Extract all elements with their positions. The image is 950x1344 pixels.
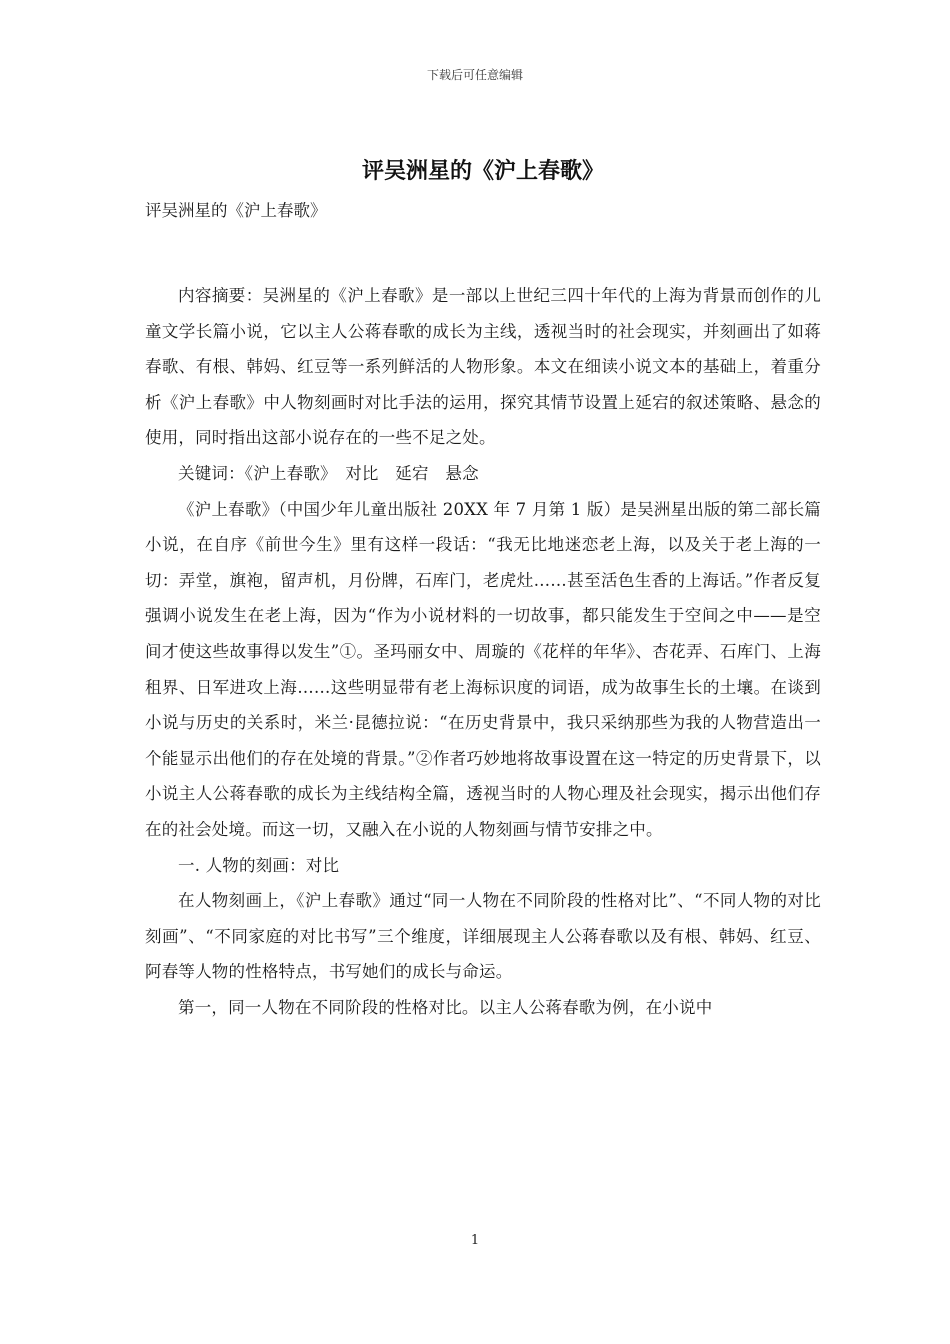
abstract-paragraph: 内容摘要：吴洲星的《沪上春歌》是一部以上世纪三四十年代的上海为背景而创作的儿童文学长篇小说，它以主人公蒋春歌的成长为主线，透视当时的社会现实，并刻画出了如蒋春歌、有根、韩妈、红豆等一系列鲜活的人物形象。本文在细读小说文本的基础上，着重分析《沪上春歌》中人物刻画时对比手法的运用，探究其情节设置上延宕的叙述策略、悬念的使用，同时指出这部小说存在的一些不足之处。 bbox=[145, 286, 821, 448]
document-title: 评吴洲星的《沪上春歌》 bbox=[361, 159, 604, 184]
section-heading: 一. 人物的刻画：对比 bbox=[178, 855, 340, 875]
document-subtitle: 评吴洲星的《沪上春歌》 bbox=[145, 201, 327, 220]
keywords-paragraph: 关键词：《沪上春歌》 对比 延宕 悬念 bbox=[178, 463, 479, 483]
body-paragraph: 在人物刻画上，《沪上春歌》通过“同一人物在不同阶段的性格对比”、“不同人物的对比刻画”、“不同家庭的对比书写”三个维度，详细展现主人公蒋春歌以及有根、韩妈、红豆、阿春等人物的性格特点，书写她们的成长与命运。 bbox=[145, 891, 821, 982]
page-header: 下载后可任意编辑 bbox=[426, 68, 523, 82]
intro-paragraph: 《沪上春歌》（中国少年儿童出版社 20XX 年 7 月第 1 版）是吴洲星出版的第二部长篇小说，在自序《前世今生》里有这样一段话：“我无比地迷恋老上海，以及关于老上海的一切：弄堂，旗袍，留声机，月份牌，石库门，老虎灶……甚至活色生香的上海话。”作者反复强调小说发生在老上海，因为“作为小说材料的一切故事，都只能发生于空间之中——是空间才使这些故事得以发生”①。圣玛丽女中、周璇的《花样的年华》、杏花弄、石库门、上海租界、日军进攻上海……这些明显带有老上海标识度的词语，成为故事生长的土壤。在谈到小说与历史的关系时，米兰·昆德拉说：“在历史背景中，我只采纳那些为我的人物营造出一个能显示出他们的存在处境的背景。”②作者巧妙地将故事设置在这一特定的历史背景下，以小说主人公蒋春歌的成长为主线结构全篇，透视当时的人物心理及社会现实，揭示出他们存在的社会处境。而这一切，又融入在小说的人物刻画与情节安排之中。 bbox=[145, 499, 821, 839]
document-body bbox=[145, 148, 821, 1025]
page-number: 1 bbox=[470, 1233, 480, 1248]
body-paragraph: 第一，同一人物在不同阶段的性格对比。以主人公蒋春歌为例，在小说中 bbox=[178, 997, 713, 1017]
